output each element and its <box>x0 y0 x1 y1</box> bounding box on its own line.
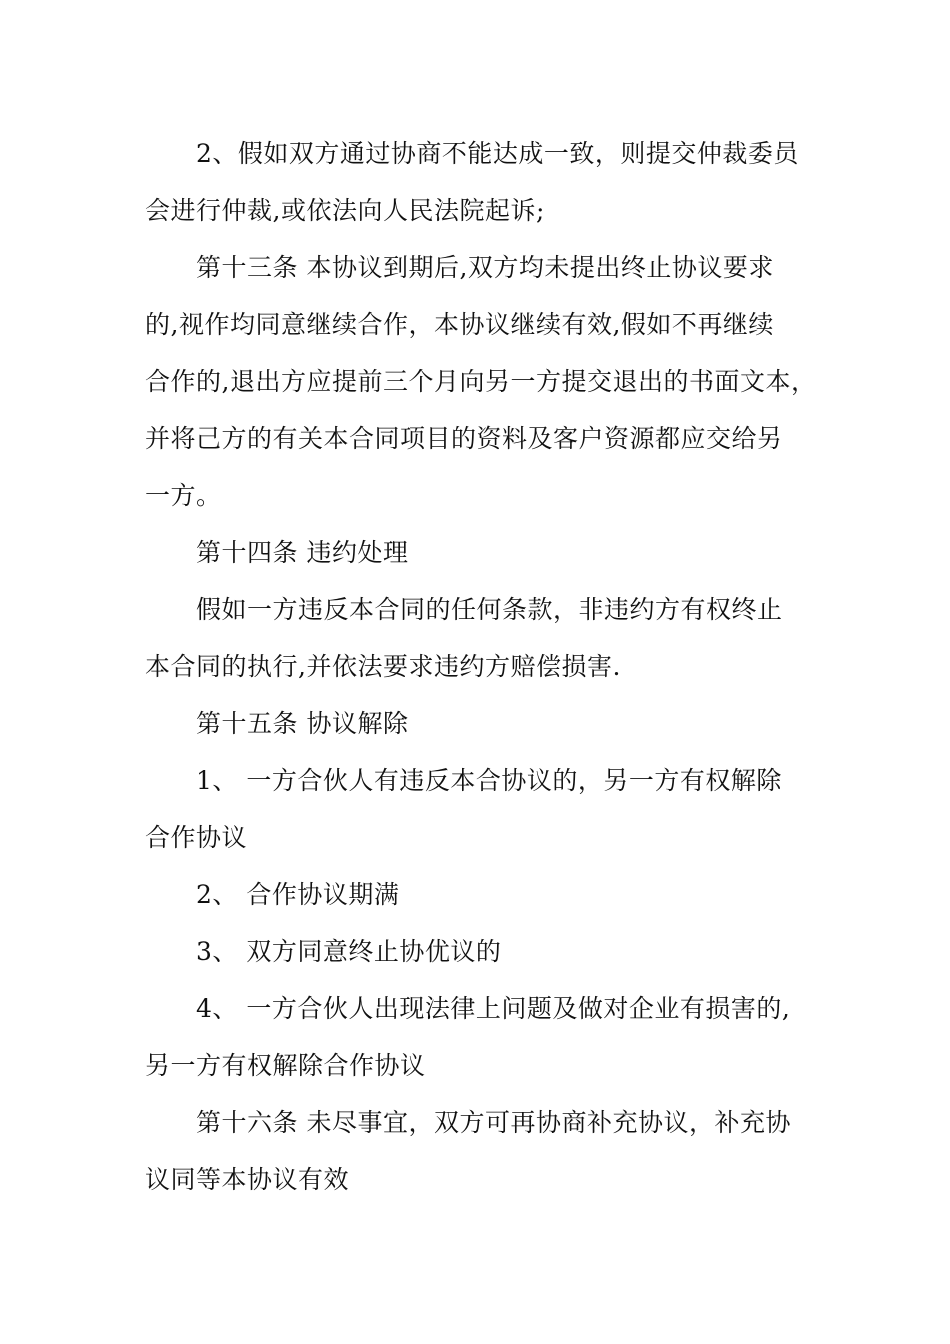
text-line-19: 议同等本协议有效 <box>145 1165 350 1194</box>
text-line-5: 合作的,退出方应提前三个月向另一方提交退出的书面文本， <box>145 367 817 396</box>
text-line-1: 2、假如双方通过协商不能达成一致，则提交仲裁委员 <box>196 139 799 168</box>
text-line-10: 本合同的执行,并依法要求违约方赔偿损害. <box>145 652 621 681</box>
text-line-6: 并将己方的有关本合同项目的资料及客户资源都应交给另 <box>145 424 783 453</box>
article-15-heading: 第十五条 协议解除 <box>196 709 409 738</box>
text-line-17: 另一方有权解除合作协议 <box>145 1051 426 1080</box>
article-14-heading: 第十四条 违约处理 <box>196 538 409 567</box>
list-item-3: 3、 双方同意终止协优议的 <box>196 937 502 966</box>
text-line-7: 一方。 <box>145 481 222 510</box>
text-line-4: 的,视作均同意继续合作，本协议继续有效,假如不再继续 <box>145 310 774 339</box>
text-line-13: 合作协议 <box>145 823 248 852</box>
list-item-2: 2、 合作协议期满 <box>196 880 400 909</box>
article-16-heading: 第十六条 未尽事宜，双方可再协商补充协议，补充协 <box>196 1108 791 1137</box>
article-13-heading: 第十三条 本协议到期后,双方均未提出终止协议要求 <box>196 253 774 282</box>
list-item-4: 4、 一方合伙人出现法律上问题及做对企业有损害的, <box>196 994 791 1023</box>
list-item-1: 1、 一方合伙人有违反本合协议的，另一方有权解除 <box>196 766 782 795</box>
text-line-9: 假如一方违反本合同的任何条款，非违约方有权终止 <box>196 595 783 624</box>
text-line-2: 会进行仲裁,或依法向人民法院起诉; <box>145 196 545 225</box>
